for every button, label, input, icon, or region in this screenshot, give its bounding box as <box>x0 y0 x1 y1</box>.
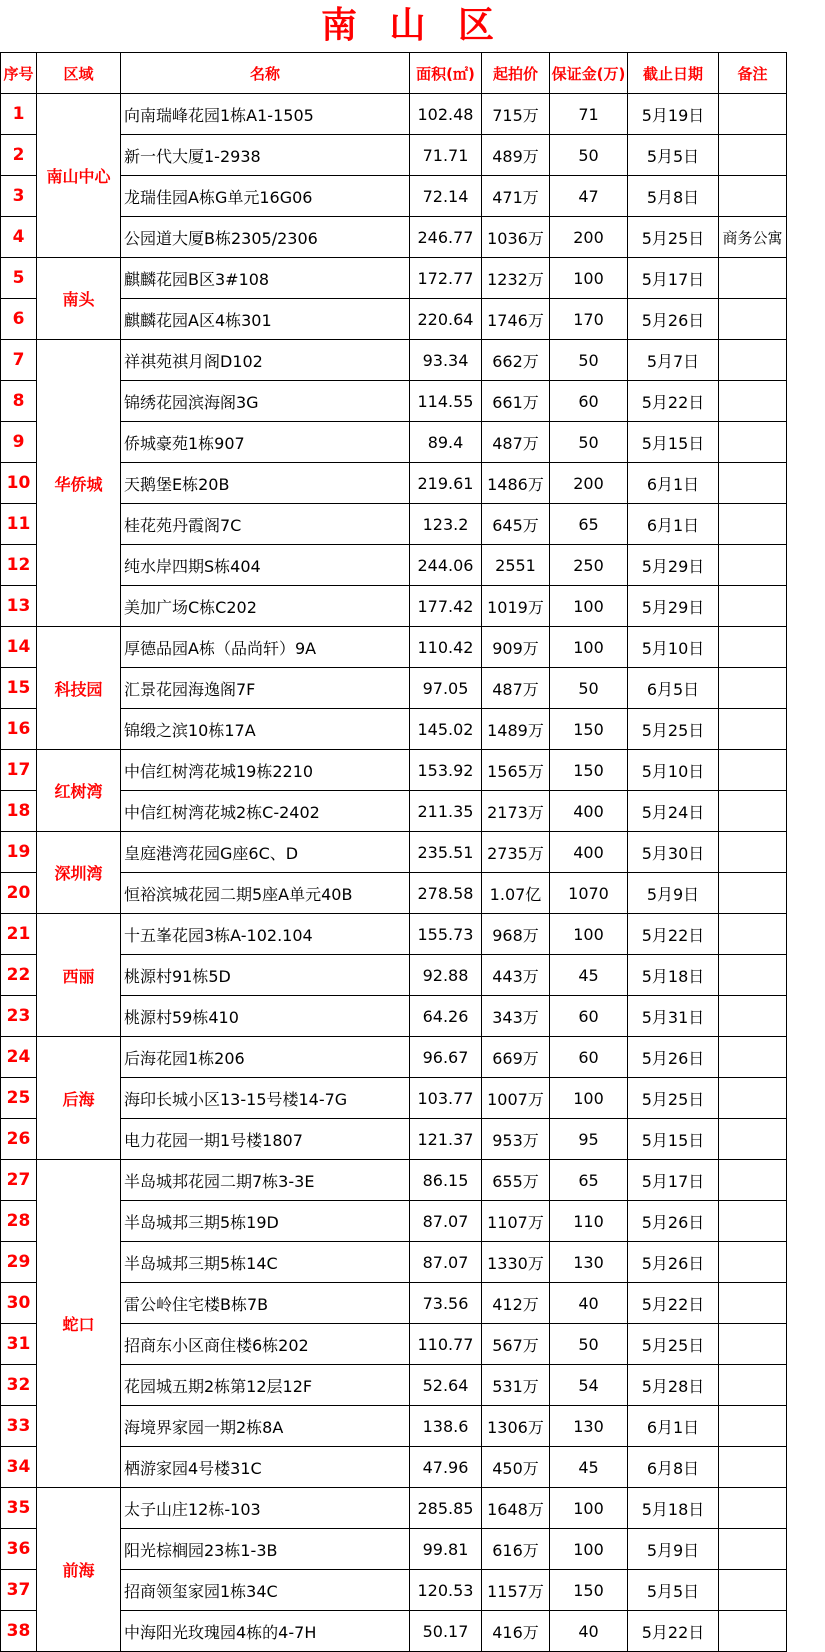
price-cell: 1007万 <box>482 1078 550 1119</box>
deadline-cell: 6月5日 <box>628 668 719 709</box>
name-cell: 桂花苑丹霞阁7C <box>121 504 410 545</box>
area-cell: 246.77 <box>410 217 482 258</box>
deposit-cell: 200 <box>550 217 628 258</box>
name-cell: 锦绣花园滨海阁3G <box>121 381 410 422</box>
index-cell: 13 <box>1 586 37 627</box>
price-cell: 487万 <box>482 422 550 463</box>
table-row <box>1 340 787 381</box>
name-cell: 桃源村59栋410 <box>121 996 410 1037</box>
price-cell: 416万 <box>482 1611 550 1652</box>
note-cell <box>719 135 787 176</box>
price-cell: 662万 <box>482 340 550 381</box>
name-cell: 桃源村91栋5D <box>121 955 410 996</box>
deadline-cell: 5月17日 <box>628 258 719 299</box>
deadline-cell: 5月18日 <box>628 955 719 996</box>
name-cell: 龙瑞佳园A栋G单元16G06 <box>121 176 410 217</box>
note-cell <box>719 176 787 217</box>
area-cell: 153.92 <box>410 750 482 791</box>
deadline-cell: 6月1日 <box>628 463 719 504</box>
area-cell: 145.02 <box>410 709 482 750</box>
name-cell: 中海阳光玫瑰园4栋的4-7H <box>121 1611 410 1652</box>
area-cell: 96.67 <box>410 1037 482 1078</box>
note-cell <box>719 1324 787 1365</box>
auction-table <box>0 52 787 1652</box>
deposit-cell: 1070 <box>550 873 628 914</box>
name-cell: 中信红树湾花城2栋C-2402 <box>121 791 410 832</box>
area-cell: 110.42 <box>410 627 482 668</box>
deposit-cell: 100 <box>550 1529 628 1570</box>
note-cell: 商务公寓 <box>719 217 787 258</box>
name-cell: 天鹅堡E栋20B <box>121 463 410 504</box>
price-cell: 1746万 <box>482 299 550 340</box>
note-cell <box>719 1570 787 1611</box>
deadline-cell: 5月5日 <box>628 135 719 176</box>
deadline-cell: 5月9日 <box>628 873 719 914</box>
note-cell <box>719 1201 787 1242</box>
index-cell: 30 <box>1 1283 37 1324</box>
deposit-cell: 400 <box>550 832 628 873</box>
index-cell: 25 <box>1 1078 37 1119</box>
area-cell: 50.17 <box>410 1611 482 1652</box>
index-cell: 32 <box>1 1365 37 1406</box>
deposit-cell: 100 <box>550 914 628 955</box>
name-cell: 半岛城邦三期5栋19D <box>121 1201 410 1242</box>
area-cell: 110.77 <box>410 1324 482 1365</box>
note-cell <box>719 1119 787 1160</box>
index-cell: 9 <box>1 422 37 463</box>
deadline-cell: 5月8日 <box>628 176 719 217</box>
price-cell: 616万 <box>482 1529 550 1570</box>
name-cell: 海印长城小区13-15号楼14-7G <box>121 1078 410 1119</box>
note-cell <box>719 1447 787 1488</box>
region-cell: 科技园 <box>37 627 121 750</box>
table-row <box>1 627 787 668</box>
deadline-cell: 5月26日 <box>628 1037 719 1078</box>
deposit-cell: 400 <box>550 791 628 832</box>
area-cell: 114.55 <box>410 381 482 422</box>
note-cell <box>719 94 787 135</box>
area-cell: 285.85 <box>410 1488 482 1529</box>
price-cell: 1107万 <box>482 1201 550 1242</box>
table-row <box>1 832 787 873</box>
deposit-cell: 100 <box>550 1488 628 1529</box>
name-cell: 向南瑞峰花园1栋A1-1505 <box>121 94 410 135</box>
index-cell: 10 <box>1 463 37 504</box>
index-cell: 36 <box>1 1529 37 1570</box>
deadline-cell: 5月9日 <box>628 1529 719 1570</box>
deposit-cell: 100 <box>550 1078 628 1119</box>
deadline-cell: 5月19日 <box>628 94 719 135</box>
deadline-cell: 5月15日 <box>628 1119 719 1160</box>
price-cell: 567万 <box>482 1324 550 1365</box>
deadline-cell: 5月25日 <box>628 217 719 258</box>
index-cell: 19 <box>1 832 37 873</box>
region-cell: 深圳湾 <box>37 832 121 914</box>
deposit-cell: 45 <box>550 955 628 996</box>
note-cell <box>719 750 787 791</box>
table-row <box>1 914 787 955</box>
name-cell: 后海花园1栋206 <box>121 1037 410 1078</box>
region-cell: 前海 <box>37 1488 121 1652</box>
header-index: 序号 <box>1 53 37 94</box>
index-cell: 20 <box>1 873 37 914</box>
note-cell <box>719 1160 787 1201</box>
deadline-cell: 5月10日 <box>628 750 719 791</box>
table-row <box>1 1488 787 1529</box>
price-cell: 471万 <box>482 176 550 217</box>
note-cell <box>719 1078 787 1119</box>
price-cell: 343万 <box>482 996 550 1037</box>
price-cell: 1565万 <box>482 750 550 791</box>
deadline-cell: 5月22日 <box>628 914 719 955</box>
note-cell <box>719 1242 787 1283</box>
deadline-cell: 5月5日 <box>628 1570 719 1611</box>
note-cell <box>719 463 787 504</box>
deposit-cell: 50 <box>550 340 628 381</box>
price-cell: 1486万 <box>482 463 550 504</box>
index-cell: 7 <box>1 340 37 381</box>
deadline-cell: 5月17日 <box>628 1160 719 1201</box>
index-cell: 35 <box>1 1488 37 1529</box>
area-cell: 103.77 <box>410 1078 482 1119</box>
area-cell: 172.77 <box>410 258 482 299</box>
note-cell <box>719 1037 787 1078</box>
note-cell <box>719 1283 787 1324</box>
area-cell: 177.42 <box>410 586 482 627</box>
deposit-cell: 45 <box>550 1447 628 1488</box>
index-cell: 15 <box>1 668 37 709</box>
deposit-cell: 100 <box>550 258 628 299</box>
index-cell: 27 <box>1 1160 37 1201</box>
index-cell: 33 <box>1 1406 37 1447</box>
deadline-cell: 5月31日 <box>628 996 719 1037</box>
note-cell <box>719 955 787 996</box>
deadline-cell: 6月1日 <box>628 1406 719 1447</box>
index-cell: 17 <box>1 750 37 791</box>
index-cell: 22 <box>1 955 37 996</box>
header-note: 备注 <box>719 53 787 94</box>
name-cell: 半岛城邦花园二期7栋3-3E <box>121 1160 410 1201</box>
index-cell: 37 <box>1 1570 37 1611</box>
header-region: 区域 <box>37 53 121 94</box>
note-cell <box>719 791 787 832</box>
deadline-cell: 5月26日 <box>628 299 719 340</box>
name-cell: 十五峯花园3栋A-102.104 <box>121 914 410 955</box>
area-cell: 87.07 <box>410 1201 482 1242</box>
area-cell: 123.2 <box>410 504 482 545</box>
deposit-cell: 65 <box>550 1160 628 1201</box>
area-cell: 99.81 <box>410 1529 482 1570</box>
region-cell: 红树湾 <box>37 750 121 832</box>
deposit-cell: 170 <box>550 299 628 340</box>
note-cell <box>719 1488 787 1529</box>
header-row <box>1 53 787 94</box>
name-cell: 美加广场C栋C202 <box>121 586 410 627</box>
deposit-cell: 40 <box>550 1283 628 1324</box>
deadline-cell: 5月22日 <box>628 1611 719 1652</box>
note-cell <box>719 873 787 914</box>
deposit-cell: 50 <box>550 1324 628 1365</box>
index-cell: 4 <box>1 217 37 258</box>
name-cell: 锦缎之滨10栋17A <box>121 709 410 750</box>
note-cell <box>719 996 787 1037</box>
price-cell: 1036万 <box>482 217 550 258</box>
price-cell: 531万 <box>482 1365 550 1406</box>
index-cell: 24 <box>1 1037 37 1078</box>
deposit-cell: 150 <box>550 750 628 791</box>
name-cell: 侨城豪苑1栋907 <box>121 422 410 463</box>
note-cell <box>719 1406 787 1447</box>
price-cell: 2173万 <box>482 791 550 832</box>
name-cell: 雷公岭住宅楼B栋7B <box>121 1283 410 1324</box>
area-cell: 87.07 <box>410 1242 482 1283</box>
deadline-cell: 5月25日 <box>628 1324 719 1365</box>
note-cell <box>719 258 787 299</box>
price-cell: 1.07亿 <box>482 873 550 914</box>
note-cell <box>719 832 787 873</box>
price-cell: 661万 <box>482 381 550 422</box>
area-cell: 86.15 <box>410 1160 482 1201</box>
name-cell: 厚德品园A栋（品尚轩）9A <box>121 627 410 668</box>
name-cell: 新一代大厦1-2938 <box>121 135 410 176</box>
index-cell: 16 <box>1 709 37 750</box>
deposit-cell: 50 <box>550 668 628 709</box>
area-cell: 102.48 <box>410 94 482 135</box>
price-cell: 450万 <box>482 1447 550 1488</box>
price-cell: 1489万 <box>482 709 550 750</box>
table-body <box>1 94 787 1652</box>
name-cell: 海境界家园一期2栋8A <box>121 1406 410 1447</box>
deadline-cell: 5月25日 <box>628 1078 719 1119</box>
name-cell: 栖游家园4号楼31C <box>121 1447 410 1488</box>
deposit-cell: 150 <box>550 1570 628 1611</box>
index-cell: 5 <box>1 258 37 299</box>
index-cell: 38 <box>1 1611 37 1652</box>
area-cell: 211.35 <box>410 791 482 832</box>
area-cell: 219.61 <box>410 463 482 504</box>
index-cell: 14 <box>1 627 37 668</box>
price-cell: 489万 <box>482 135 550 176</box>
name-cell: 阳光棕榈园23栋1-3B <box>121 1529 410 1570</box>
name-cell: 招商领玺家园1栋34C <box>121 1570 410 1611</box>
note-cell <box>719 504 787 545</box>
note-cell <box>719 1529 787 1570</box>
region-cell: 华侨城 <box>37 340 121 627</box>
deadline-cell: 5月29日 <box>628 545 719 586</box>
page-title: 南 山 区 <box>320 5 505 46</box>
area-cell: 47.96 <box>410 1447 482 1488</box>
price-cell: 655万 <box>482 1160 550 1201</box>
price-cell: 953万 <box>482 1119 550 1160</box>
deadline-cell: 6月1日 <box>628 504 719 545</box>
table-row <box>1 750 787 791</box>
price-cell: 715万 <box>482 94 550 135</box>
deadline-cell: 6月8日 <box>628 1447 719 1488</box>
index-cell: 8 <box>1 381 37 422</box>
deposit-cell: 150 <box>550 709 628 750</box>
index-cell: 29 <box>1 1242 37 1283</box>
region-cell: 南山中心 <box>37 94 121 258</box>
price-cell: 1232万 <box>482 258 550 299</box>
region-cell: 西丽 <box>37 914 121 1037</box>
note-cell <box>719 668 787 709</box>
deadline-cell: 5月22日 <box>628 381 719 422</box>
note-cell <box>719 422 787 463</box>
price-cell: 412万 <box>482 1283 550 1324</box>
deposit-cell: 130 <box>550 1242 628 1283</box>
area-cell: 64.26 <box>410 996 482 1037</box>
note-cell <box>719 381 787 422</box>
price-cell: 487万 <box>482 668 550 709</box>
header-name: 名称 <box>121 53 410 94</box>
deposit-cell: 50 <box>550 135 628 176</box>
price-cell: 669万 <box>482 1037 550 1078</box>
header-area: 面积(㎡) <box>410 53 482 94</box>
table-row <box>1 1037 787 1078</box>
deposit-cell: 100 <box>550 627 628 668</box>
deadline-cell: 5月18日 <box>628 1488 719 1529</box>
name-cell: 汇景花园海逸阁7F <box>121 668 410 709</box>
area-cell: 244.06 <box>410 545 482 586</box>
area-cell: 97.05 <box>410 668 482 709</box>
area-cell: 89.4 <box>410 422 482 463</box>
name-cell: 麒麟花园B区3#108 <box>121 258 410 299</box>
name-cell: 皇庭港湾花园G座6C、D <box>121 832 410 873</box>
name-cell: 电力花园一期1号楼1807 <box>121 1119 410 1160</box>
deposit-cell: 54 <box>550 1365 628 1406</box>
note-cell <box>719 914 787 955</box>
header-deadline: 截止日期 <box>628 53 719 94</box>
price-cell: 443万 <box>482 955 550 996</box>
deposit-cell: 60 <box>550 1037 628 1078</box>
price-cell: 1157万 <box>482 1570 550 1611</box>
deposit-cell: 100 <box>550 586 628 627</box>
deadline-cell: 5月26日 <box>628 1242 719 1283</box>
name-cell: 花园城五期2栋第12层12F <box>121 1365 410 1406</box>
index-cell: 23 <box>1 996 37 1037</box>
index-cell: 11 <box>1 504 37 545</box>
deposit-cell: 65 <box>550 504 628 545</box>
index-cell: 12 <box>1 545 37 586</box>
note-cell <box>719 709 787 750</box>
deadline-cell: 5月26日 <box>628 1201 719 1242</box>
note-cell <box>719 545 787 586</box>
area-cell: 220.64 <box>410 299 482 340</box>
name-cell: 公园道大厦B栋2305/2306 <box>121 217 410 258</box>
deposit-cell: 250 <box>550 545 628 586</box>
name-cell: 招商东小区商住楼6栋202 <box>121 1324 410 1365</box>
area-cell: 138.6 <box>410 1406 482 1447</box>
deposit-cell: 50 <box>550 422 628 463</box>
index-cell: 2 <box>1 135 37 176</box>
area-cell: 73.56 <box>410 1283 482 1324</box>
index-cell: 3 <box>1 176 37 217</box>
index-cell: 6 <box>1 299 37 340</box>
price-cell: 2735万 <box>482 832 550 873</box>
index-cell: 18 <box>1 791 37 832</box>
table-row <box>1 258 787 299</box>
area-cell: 92.88 <box>410 955 482 996</box>
name-cell: 中信红树湾花城19栋2210 <box>121 750 410 791</box>
index-cell: 26 <box>1 1119 37 1160</box>
name-cell: 祥祺苑祺月阁D102 <box>121 340 410 381</box>
deposit-cell: 47 <box>550 176 628 217</box>
name-cell: 太子山庄12栋-103 <box>121 1488 410 1529</box>
area-cell: 235.51 <box>410 832 482 873</box>
note-cell <box>719 340 787 381</box>
index-cell: 34 <box>1 1447 37 1488</box>
deposit-cell: 130 <box>550 1406 628 1447</box>
note-cell <box>719 299 787 340</box>
name-cell: 恒裕滨城花园二期5座A单元40B <box>121 873 410 914</box>
deposit-cell: 40 <box>550 1611 628 1652</box>
price-cell: 645万 <box>482 504 550 545</box>
deadline-cell: 5月10日 <box>628 627 719 668</box>
area-cell: 120.53 <box>410 1570 482 1611</box>
area-cell: 71.71 <box>410 135 482 176</box>
price-cell: 2551 <box>482 545 550 586</box>
table-row <box>1 1160 787 1201</box>
deadline-cell: 5月28日 <box>628 1365 719 1406</box>
deadline-cell: 5月29日 <box>628 586 719 627</box>
note-cell <box>719 1611 787 1652</box>
region-cell: 南头 <box>37 258 121 340</box>
note-cell <box>719 627 787 668</box>
price-cell: 968万 <box>482 914 550 955</box>
name-cell: 纯水岸四期S栋404 <box>121 545 410 586</box>
header-price: 起拍价 <box>482 53 550 94</box>
deposit-cell: 71 <box>550 94 628 135</box>
table-row <box>1 94 787 135</box>
area-cell: 121.37 <box>410 1119 482 1160</box>
deadline-cell: 5月24日 <box>628 791 719 832</box>
name-cell: 半岛城邦三期5栋14C <box>121 1242 410 1283</box>
price-cell: 1648万 <box>482 1488 550 1529</box>
deposit-cell: 60 <box>550 381 628 422</box>
deadline-cell: 5月22日 <box>628 1283 719 1324</box>
area-cell: 72.14 <box>410 176 482 217</box>
area-cell: 155.73 <box>410 914 482 955</box>
deadline-cell: 5月30日 <box>628 832 719 873</box>
price-cell: 1306万 <box>482 1406 550 1447</box>
area-cell: 278.58 <box>410 873 482 914</box>
note-cell <box>719 1365 787 1406</box>
deadline-cell: 5月15日 <box>628 422 719 463</box>
index-cell: 1 <box>1 94 37 135</box>
price-cell: 1330万 <box>482 1242 550 1283</box>
region-cell: 后海 <box>37 1037 121 1160</box>
index-cell: 21 <box>1 914 37 955</box>
price-cell: 909万 <box>482 627 550 668</box>
deadline-cell: 5月25日 <box>628 709 719 750</box>
name-cell: 麒麟花园A区4栋301 <box>121 299 410 340</box>
deposit-cell: 200 <box>550 463 628 504</box>
area-cell: 93.34 <box>410 340 482 381</box>
price-cell: 1019万 <box>482 586 550 627</box>
deposit-cell: 95 <box>550 1119 628 1160</box>
index-cell: 28 <box>1 1201 37 1242</box>
region-cell: 蛇口 <box>37 1160 121 1488</box>
area-cell: 52.64 <box>410 1365 482 1406</box>
deposit-cell: 110 <box>550 1201 628 1242</box>
deposit-cell: 60 <box>550 996 628 1037</box>
header-deposit: 保证金(万) <box>550 53 628 94</box>
note-cell <box>719 586 787 627</box>
deadline-cell: 5月7日 <box>628 340 719 381</box>
index-cell: 31 <box>1 1324 37 1365</box>
